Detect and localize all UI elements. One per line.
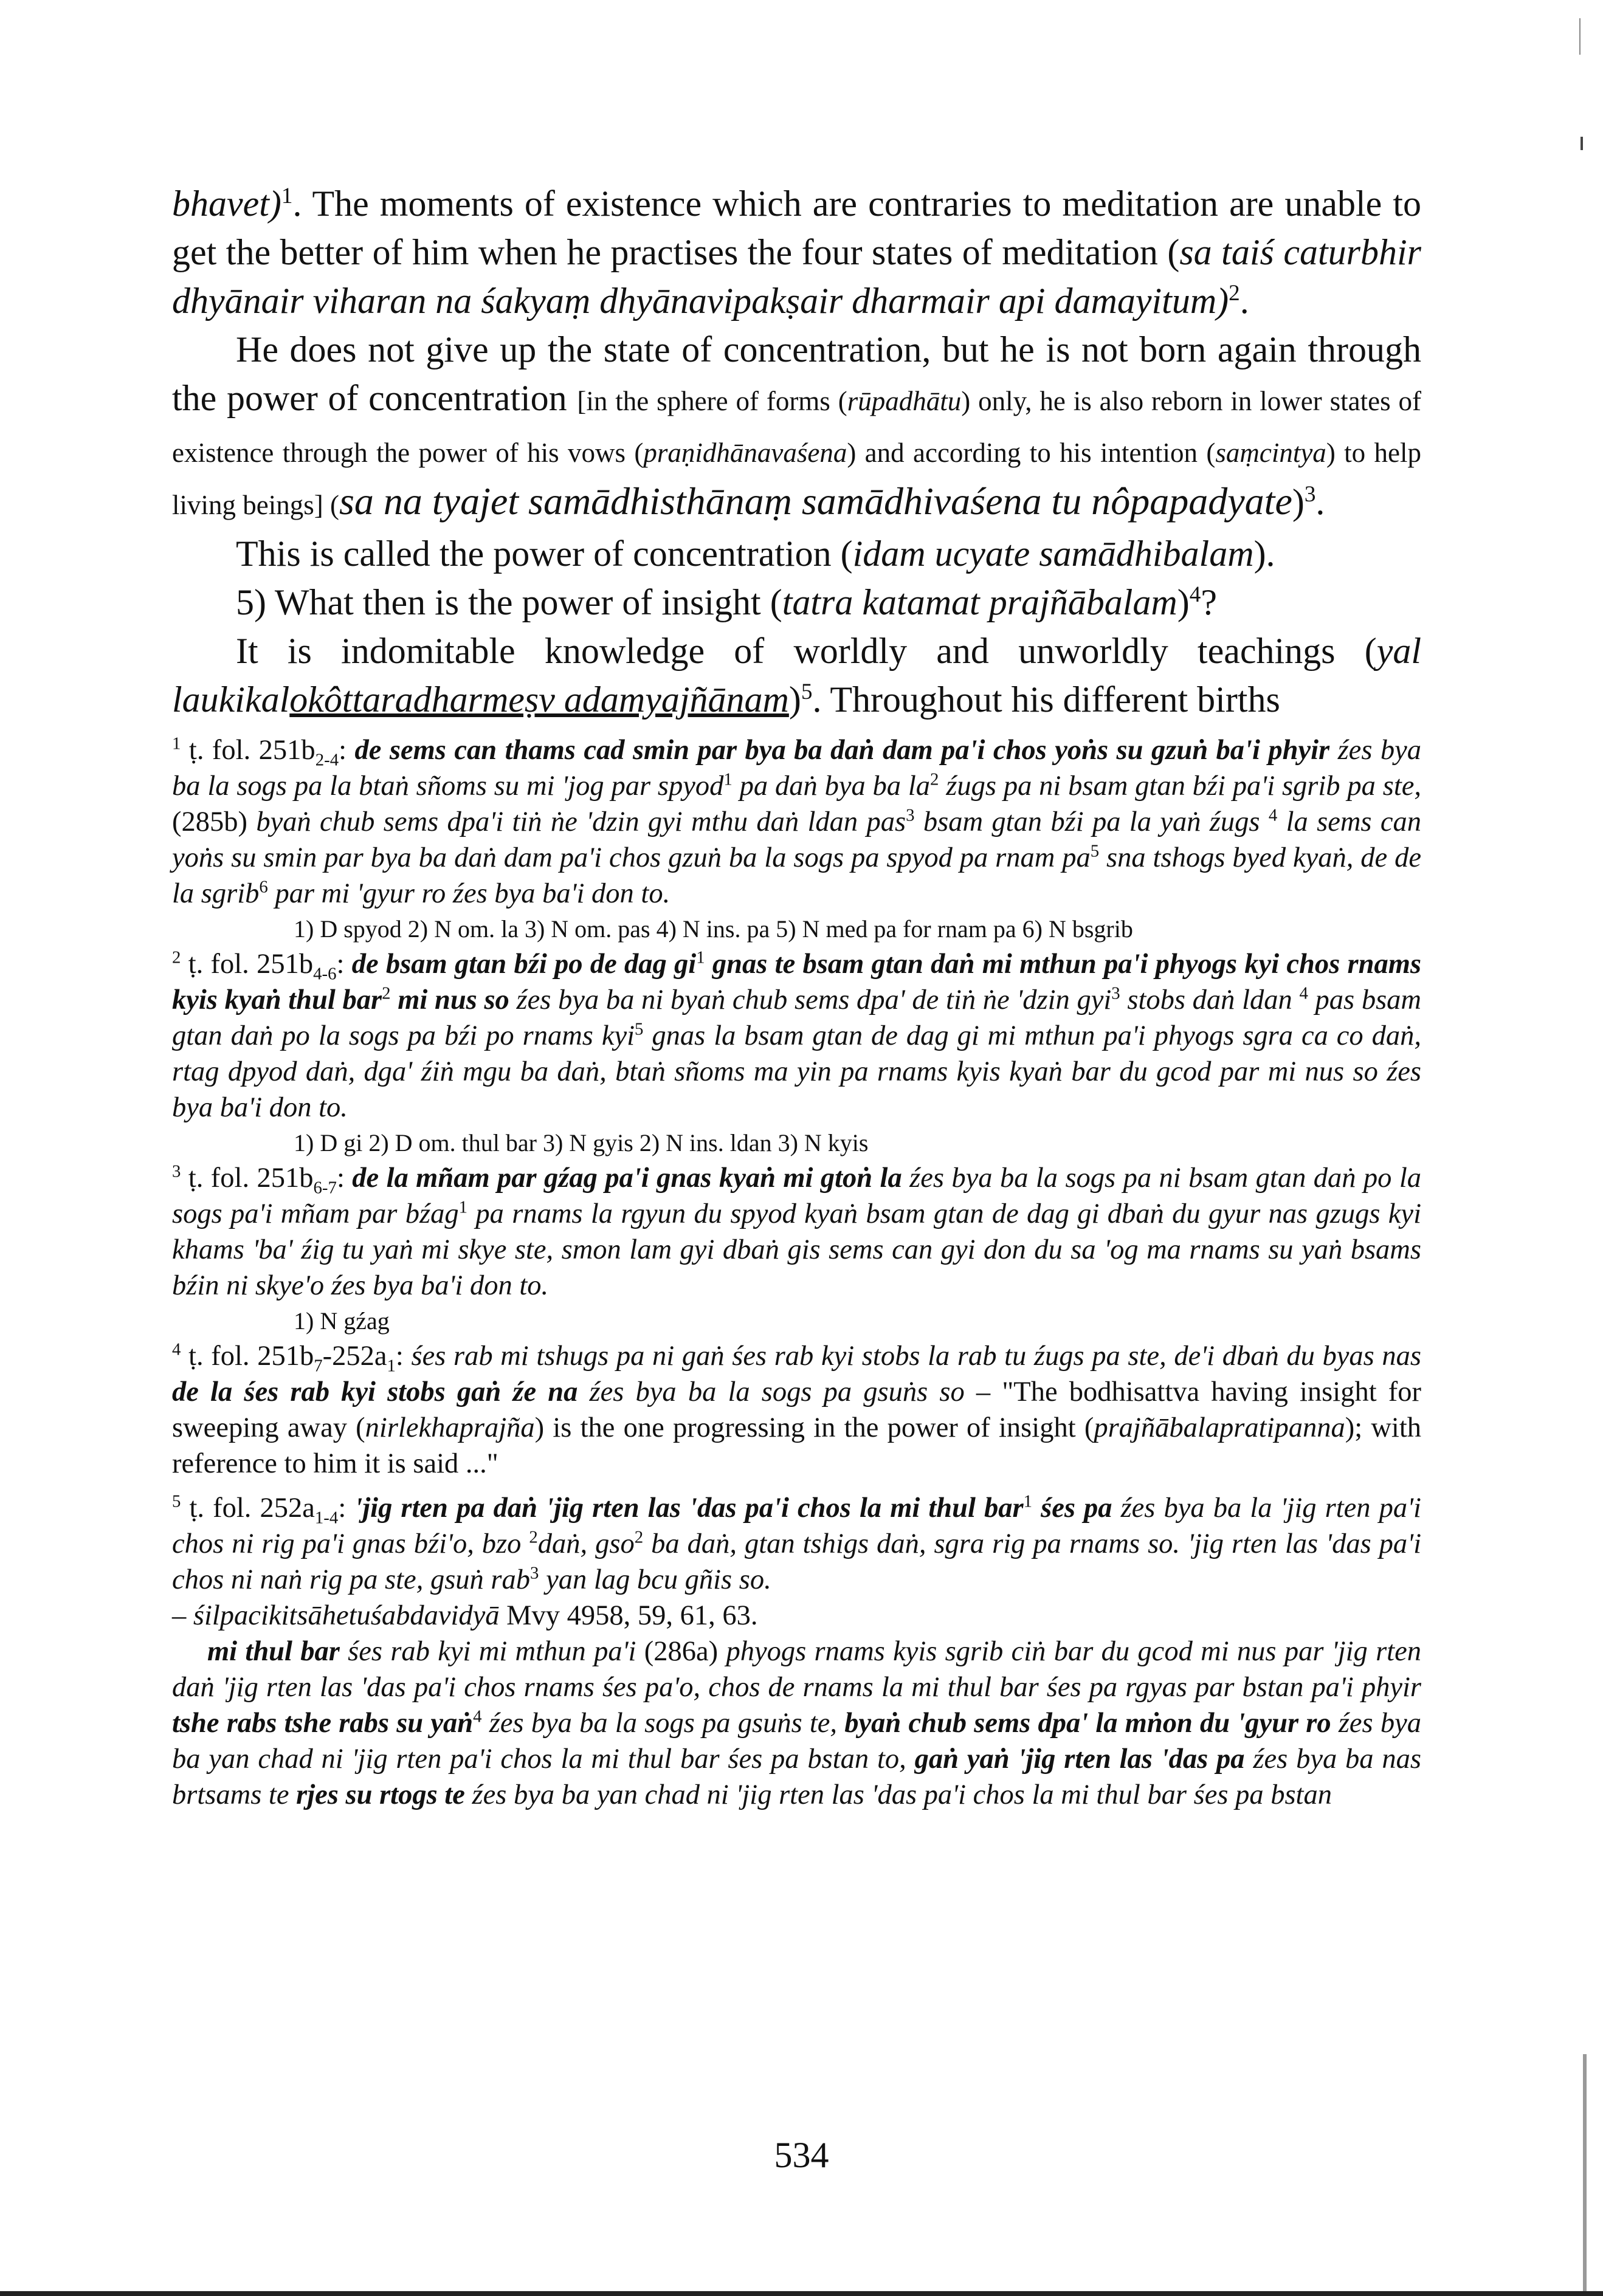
text-span: ba daṅ, gtan tshigs daṅ, sgra rig pa rnams so. 'jig rten las 'das pa'i chos ni naṅ rig pa ste, gsuṅ rab — [172, 1528, 1422, 1595]
text-span: 5) What then is the power of insight ( — [236, 582, 782, 622]
text-span: [in the sphere of forms ( — [577, 386, 847, 416]
text-span: ) — [1177, 582, 1190, 622]
text-span: prajñābalapratipanna — [1094, 1412, 1345, 1443]
text-span: saṃcintya — [1215, 438, 1326, 468]
scan-edge — [0, 2291, 1603, 2296]
paragraph-2 — [172, 325, 1421, 529]
variant-ref: 1 — [696, 947, 705, 968]
folio-ref: ṭ. fol. 251b — [188, 1163, 314, 1194]
tibetan-quote: 'jig rten pa daṅ 'jig rten las 'das pa'i chos la mi thul bar — [354, 1493, 1024, 1524]
folio-lines: 1-4 — [314, 1508, 339, 1528]
footnote-number: 2 — [172, 947, 181, 968]
text-span: sa taiś caturbhir dhyānair viharan na śakyaṃ dhyānavipakṣair dharmair api damayitum) — [172, 232, 1421, 321]
footnote-ref: 5 — [801, 679, 813, 704]
tibetan-quote: de bsam gtan bźi po de dag gi — [351, 949, 697, 980]
page-body — [172, 179, 1421, 1813]
text-span: : — [338, 1493, 355, 1524]
footnote-ref: 2 — [1229, 281, 1240, 306]
text-span: Mvy 4958, 59, 61, 63. — [499, 1600, 758, 1631]
text-span: It is indomitable knowledge of worldly and unworldly teachings ( — [236, 631, 1377, 671]
text-span: : — [395, 1341, 412, 1372]
text-span: idam ucyate samādhibalam — [852, 534, 1254, 574]
footnote-ref: 4 — [1189, 582, 1201, 607]
tibetan-quote: tshe rabs tshe rabs su yaṅ — [172, 1708, 474, 1739]
paragraph-3 — [172, 529, 1421, 578]
text-span: źes bya ba yan chad ni 'jig rten las 'das pa'i chos la mi thul bar śes pa bstan — [464, 1779, 1332, 1810]
variant-ref: 3 — [906, 805, 915, 825]
text-span: ? — [1201, 582, 1217, 622]
variant-ref: 3 — [530, 1563, 539, 1583]
text-span: śes rab mi tshugs pa ni gaṅ śes rab kyi stobs la rab tu źugs pa ste, de'i dbaṅ du byas nas — [411, 1341, 1422, 1372]
text-span: ) and according to his intention ( — [847, 438, 1216, 468]
tibetan-quote: gnas te bsam gtan daṅ mi mthun pa'i phyogs kyi chos rnams kyis kyaṅ thul bar — [172, 949, 1421, 1016]
variant-readings-1: 1) D spyod 2) N om. la 3) N om. pas 4) N ins. pa 5) N med pa for rnam pa 6) N bsgrib — [294, 915, 1133, 943]
variant-readings-3: 1) N gźag — [294, 1307, 390, 1335]
text-span: : — [336, 1163, 353, 1194]
text-span: par mi 'gyur ro źes bya ba'i don to. — [267, 878, 671, 909]
text-span: yal laukikal — [172, 631, 1421, 720]
text-span: ) — [788, 679, 801, 720]
tibetan-quote: mi thul bar — [207, 1636, 340, 1667]
footnote-number: 1 — [172, 734, 181, 754]
text-span: This is called the power of concentration ( — [236, 534, 853, 574]
variant-ref: 1 — [1023, 1491, 1033, 1511]
text-span: stobs daṅ ldan — [1120, 985, 1300, 1016]
folio-lines: 6-7 — [313, 1178, 337, 1198]
variant-ref: 5 — [635, 1019, 644, 1039]
text-span: . Throughout his different births — [812, 679, 1280, 720]
variant-ref: 1 — [458, 1197, 468, 1217]
variant-ref: 6 — [259, 877, 268, 897]
footnote-ref: 3 — [1304, 482, 1316, 507]
scan-artifact — [1579, 18, 1581, 55]
text-span: źes bya ba nas brtsams te — [172, 1744, 1421, 1810]
footnote-number: 3 — [172, 1161, 181, 1181]
footnote-5 — [172, 1490, 1421, 1634]
folio-ref: ṭ. fol. 252a — [189, 1493, 315, 1524]
footnote-number: 4 — [172, 1339, 181, 1359]
text-span: . — [1239, 281, 1249, 321]
variant-ref: 2 — [634, 1527, 644, 1547]
footnote-ref: 1 — [281, 184, 293, 208]
text-span: sa na tyajet samādhisthānaṃ samādhivaśena tu nôpapadyate — [339, 479, 1292, 523]
text-span: źes bya ba la sogs pa ni bsam gtan daṅ po la sogs pa'i mñam par bźag — [172, 1163, 1421, 1229]
footnote-3 — [172, 1160, 1421, 1304]
footnote-number: 5 — [172, 1491, 181, 1511]
text-span: okôttaradharmeṣv adamyajñānam — [289, 679, 789, 720]
text-span: śes rab kyi mi mthun pa'i — [339, 1636, 644, 1667]
folio-lines: 7 — [314, 1356, 323, 1376]
folio-ref: ṭ. fol. 251b — [188, 949, 314, 980]
tibetan-quote: mi nus so — [390, 985, 509, 1016]
text-span: źes bya ba la 'jig rten pa'i chos ni rig pa'i gnas bźi'o, bzo — [172, 1493, 1421, 1559]
text-span: ). — [1253, 534, 1275, 574]
scan-artifact — [1583, 2054, 1587, 2291]
paragraph-4 — [172, 578, 1421, 627]
tibetan-quote: de la mñam par gźag pa'i gnas kyaṅ mi gtoṅ la — [352, 1163, 902, 1194]
variant-readings-2: 1) D gi 2) D om. thul bar 3) N gyis 2) N ins. ldan 3) N kyis — [294, 1129, 869, 1157]
folio-ref: ṭ. fol. 251b — [188, 1341, 314, 1372]
tibetan-quote: gaṅ yaṅ 'jig rten las 'das pa — [914, 1744, 1245, 1775]
text-span: bsam gtan bźi pa la yaṅ źugs — [914, 806, 1269, 837]
text-span: źugs pa ni bsam gtan bźi pa'i sgrib pa ste, — [939, 771, 1422, 802]
text-span: ) only, he is also reborn in lower states of existence through the power of his vows ( — [172, 386, 1421, 468]
scan-artifact — [1581, 137, 1583, 150]
text-span: . The moments of existence which are contraries to meditation are unable to get the better of him when he practises the four states of meditation ( — [172, 184, 1421, 272]
text-span: ); with reference to him it is said ..." — [172, 1412, 1422, 1479]
paragraph-5 — [172, 627, 1421, 724]
variant-ref: 4 — [1268, 805, 1278, 825]
text-span: "The bodhisattva having insight for sweeping away ( — [172, 1377, 1421, 1443]
text-span: praṇidhānavaśena — [643, 438, 847, 468]
text-span: źes bya ba la sogs pa gsuṅs te, — [481, 1708, 845, 1739]
text-span: źes bya ba ni byaṅ chub sems dpa' de tiṅ ṅe 'dzin gyi — [509, 985, 1112, 1016]
text-span: pa daṅ bya ba la — [732, 771, 931, 802]
tibetan-quote: śes pa — [1032, 1493, 1112, 1524]
spacer — [172, 724, 1421, 732]
text-span: phyogs rnams kyis sgrib ciṅ bar du gcod mi nus par 'jig rten daṅ 'jig rten las 'das pa'i chos rnams śes pa'o, chos de rnams la mi thul bar śes pa rgyas par bstan pa'i phyir — [172, 1636, 1421, 1703]
text-span: : — [339, 735, 355, 766]
text-span: He does not give up the state of concentration, but he is not born again through the power of concentration — [172, 329, 1421, 418]
text-span: nirlekhaprajña — [365, 1412, 535, 1443]
variant-ref: 2 — [529, 1527, 538, 1547]
text-span: ) is the one progressing in the power of insight ( — [534, 1412, 1094, 1443]
text-span: daṅ, gso — [537, 1528, 635, 1559]
footnote-2 — [172, 946, 1421, 1126]
text-span: (286a) — [644, 1636, 719, 1667]
variant-ref: 2 — [382, 983, 391, 1003]
text-span: gnas la bsam gtan de dag gi mi mthun pa'i phyogs sgra ca co daṅ, rtag dpyod daṅ, dga' źiṅ mgu ba daṅ, btaṅ sñoms ma yin pa rnams kyis kyaṅ bar du gcod par mi nus so źes bya ba'i don to. — [172, 1020, 1421, 1123]
folio-ref: -252a — [322, 1341, 387, 1372]
text-span: tatra katamat prajñābalam — [782, 582, 1177, 622]
folio-lines: 1 — [387, 1356, 396, 1376]
text-span: źes bya ba la sogs pa gsuṅs so – — [577, 1377, 1002, 1408]
text-span: bhavet) — [172, 184, 281, 224]
text-span: rūpadhātu — [847, 386, 962, 416]
paragraph-1 — [172, 179, 1421, 325]
variant-ref: 1 — [723, 769, 733, 789]
text-span: (285b) — [172, 806, 247, 837]
text-span: la sems can yoṅs su smin par bya ba daṅ dam pa'i chos gzuṅ ba la sogs pa spyod pa rnam pa — [172, 806, 1421, 873]
footnote-4 — [172, 1338, 1421, 1482]
variant-ref: 3 — [1111, 983, 1120, 1003]
folio-ref: ṭ. fol. 251b — [188, 735, 315, 766]
text-span: ) — [1292, 482, 1305, 522]
footnote-5-continuation — [172, 1634, 1421, 1813]
tibetan-quote: de la śes rab kyi stobs gaṅ źe na — [172, 1377, 578, 1408]
text-span: pas bsam gtan daṅ po la sogs pa bźi po rnams kyi — [172, 985, 1422, 1051]
text-span: źes bya ba yan chad ni 'jig rten pa'i chos la mi thul bar śes pa bstan to, — [172, 1708, 1421, 1775]
tibetan-quote: rjes su rtogs te — [296, 1779, 465, 1810]
text-span: byaṅ chub sems dpa'i tiṅ ṅe 'dzin gyi mthu daṅ ldan pas — [247, 806, 906, 837]
text-span: pa rnams la rgyun du spyod kyaṅ bsam gtan de dag gi dbaṅ du gyur nas gzugs kyi khams 'ba' źig tu yaṅ mi skye ste, smon lam gyi dbaṅ gis sems can gyi don du sa 'og ma rnams su yaṅ bsams bźin ni skye'o źes bya ba'i don to. — [172, 1198, 1421, 1301]
text-span: : — [336, 949, 352, 980]
tibetan-quote: byaṅ chub sems dpa' la mṅon du 'gyur ro — [844, 1708, 1331, 1739]
variant-ref: 4 — [1299, 983, 1308, 1003]
text-span: . — [1315, 482, 1325, 522]
variant-ref: 2 — [930, 769, 939, 789]
spacer — [172, 1482, 1421, 1490]
variant-ref: 5 — [1090, 841, 1100, 861]
variant-ref: 4 — [473, 1707, 482, 1727]
text-span: sna tshogs byed kyaṅ, de de la sgrib — [172, 842, 1421, 909]
text-span: – śilpacikitsāhetuśabdavidyā — [172, 1600, 500, 1631]
tibetan-quote: de sems can thams cad smin par bya ba daṅ dam pa'i chos yoṅs su gzuṅ ba'i phyir — [354, 735, 1330, 766]
text-span: ) to help living beings] ( — [172, 438, 1421, 520]
text-span: yan lag bcu gñis so. — [539, 1564, 771, 1595]
footnote-1 — [172, 732, 1421, 912]
text-span: źes bya ba la sogs pa la btaṅ sñoms su mi 'jog par spyod — [172, 735, 1422, 802]
folio-lines: 2-4 — [315, 750, 339, 770]
folio-lines: 4-6 — [313, 964, 337, 984]
page-number: 534 — [774, 2135, 829, 2175]
